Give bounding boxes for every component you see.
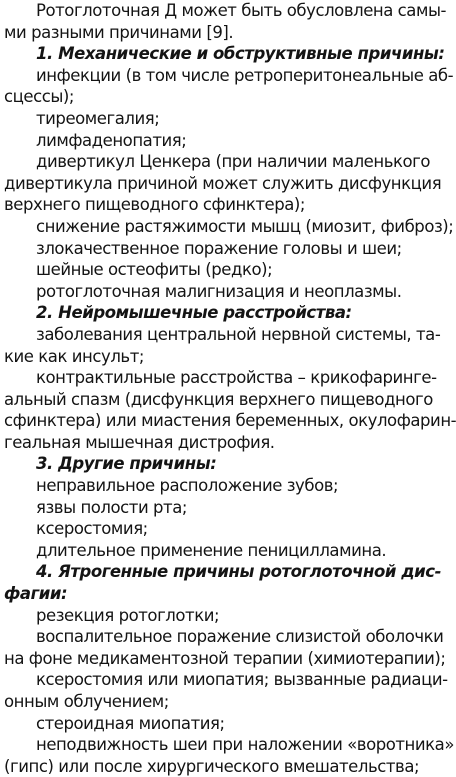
text-line: тиреомегалия; — [36, 108, 160, 128]
text-line: ми разными причинами [9]. — [4, 22, 234, 42]
text-line: неправильное расположение зубов; — [36, 476, 339, 496]
text-line: ротоглоточная малигнизация и неоплазмы. — [36, 281, 402, 301]
text-line: геальная мышечная дистрофия. — [4, 432, 275, 452]
text-line: дивертикул Ценкера (при наличии маленького — [36, 152, 431, 172]
text-line: длительное применение пеницилламина. — [36, 540, 387, 560]
text-line: стероидная миопатия; — [36, 713, 225, 733]
text-line: (гипс) или после хирургического вмешательства; — [4, 756, 420, 776]
text-line: верхнего пищеводного сфинктера); — [4, 195, 305, 215]
text-line: дивертикула причиной может служить дисфункция — [4, 173, 442, 193]
text-line: резекция ротоглотки; — [36, 605, 220, 625]
section-heading-line: фагии: — [4, 584, 68, 604]
text-line: сфинктера) или миастения беременных, окулофарин- — [4, 411, 456, 431]
section-heading-line: 4. Ятрогенные причины ротоглоточной дис- — [36, 562, 441, 582]
text-line: снижение растяжимости мышц (миозит, фиброз); — [36, 216, 454, 236]
text-line: язвы полости рта; — [36, 497, 187, 517]
text-line: на фоне медикаментозной терапии (химиотерапии); — [4, 648, 446, 668]
text-line: контрактильные расстройства – крикофаринге- — [36, 368, 437, 388]
section-heading-line: 1. Механические и обструктивные причины: — [36, 44, 445, 64]
text-line: заболевания центральной нервной системы, та- — [36, 324, 441, 344]
text-line: Ротоглоточная Д может быть обусловлена самы- — [36, 1, 447, 20]
text-line: инфекции (в том числе ретроперитонеальные аб- — [36, 65, 454, 85]
text-line: ксеростомия или миопатия; вызванные радиаци- — [36, 670, 448, 690]
text-line: лимфаденопатия; — [36, 130, 187, 150]
text-line: воспалительное поражение слизистой оболочки — [36, 627, 444, 647]
text-line: ксеростомия; — [36, 519, 148, 539]
text-line: кие как инсульт; — [4, 346, 144, 366]
section-heading-line: 3. Другие причины: — [36, 454, 217, 474]
text-line: сцессы); — [4, 87, 75, 107]
text-line: шейные остеофиты (редко); — [36, 260, 273, 280]
text-line: неподвижность шеи при наложении «воротника» — [36, 735, 454, 755]
text-line: злокачественное поражение головы и шеи; — [36, 238, 402, 258]
text-line: онным облучением; — [4, 692, 169, 711]
section-heading-line: 2. Нейромышечные расстройства: — [36, 303, 352, 323]
text-line: альный спазм (дисфункция верхнего пищеводного — [4, 389, 433, 409]
